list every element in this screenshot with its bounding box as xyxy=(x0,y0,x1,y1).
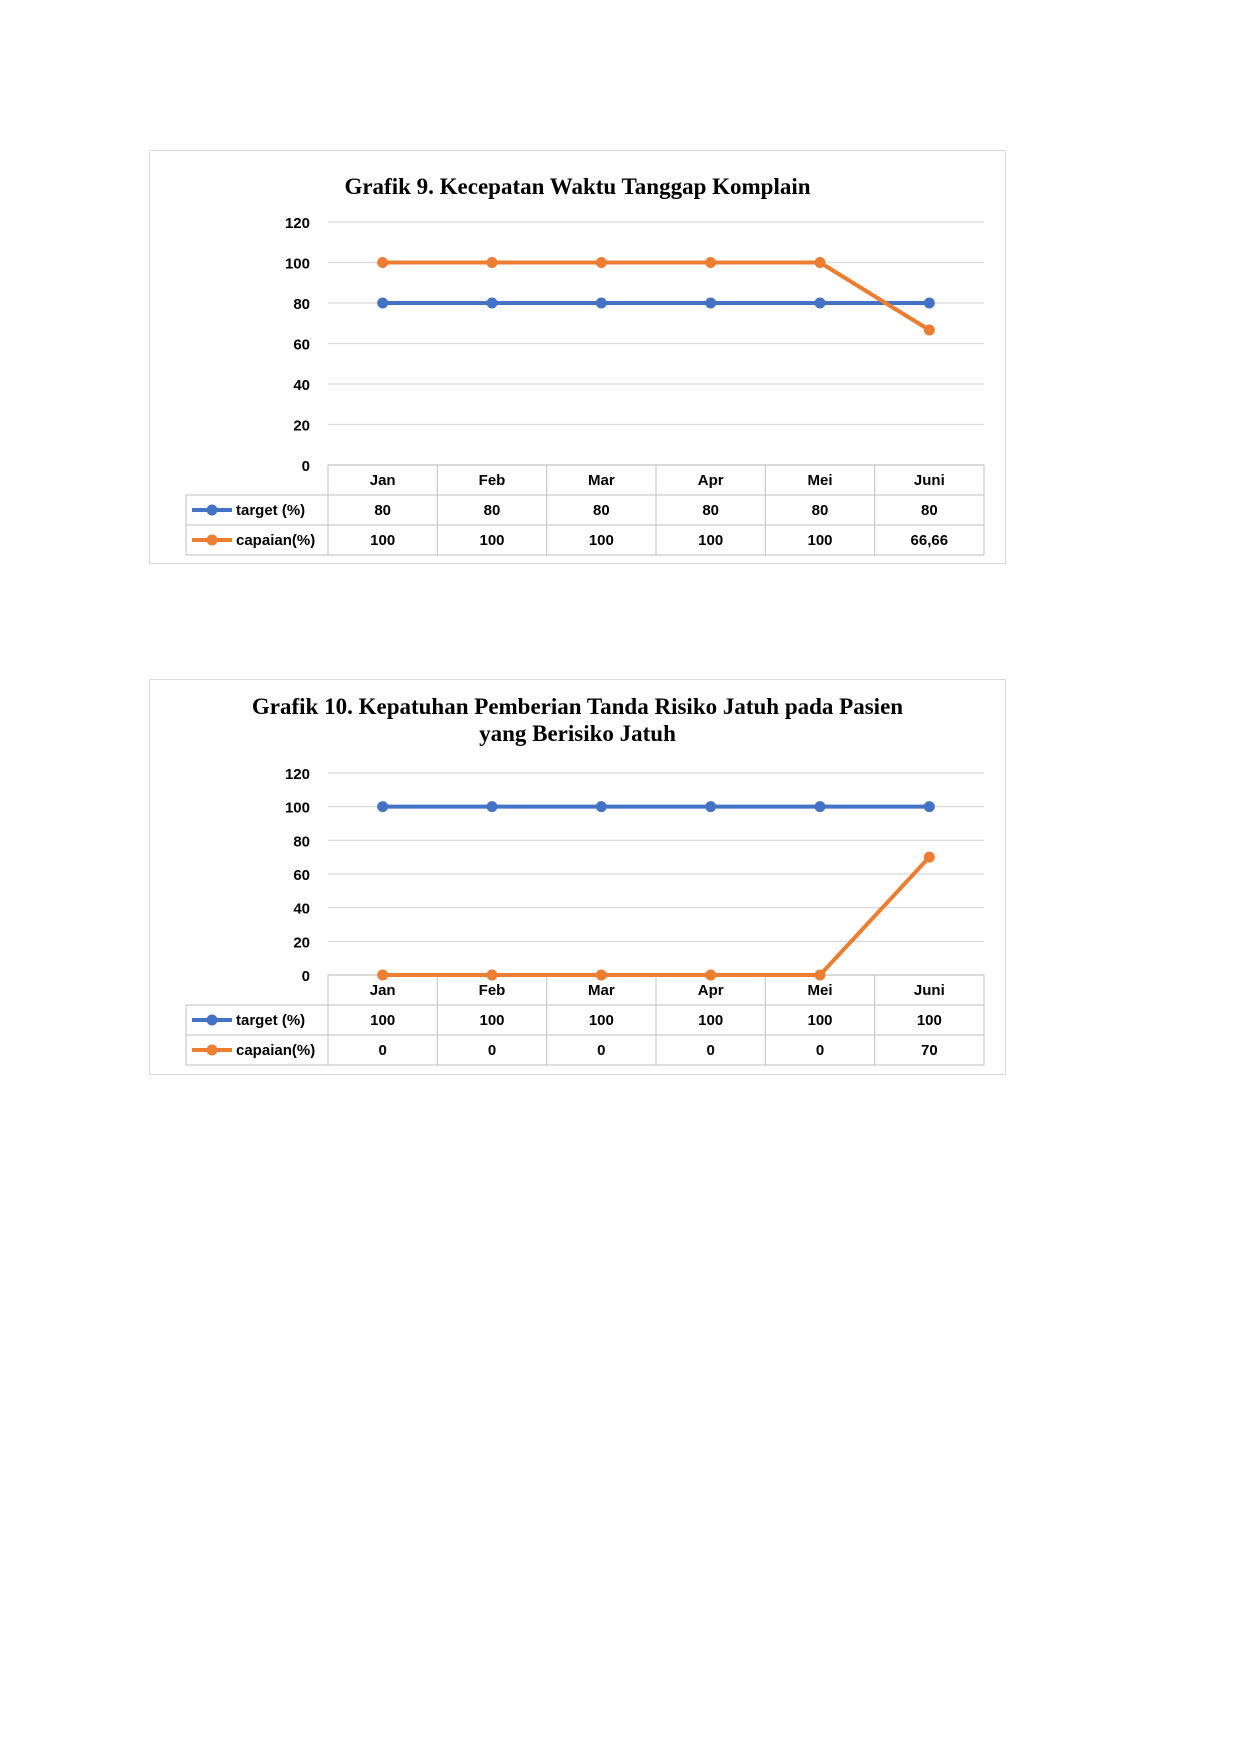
legend-series-label: target (%) xyxy=(236,502,306,519)
data-table-value: 100 xyxy=(807,1012,833,1029)
y-tick-label: 0 xyxy=(301,458,310,475)
data-point xyxy=(924,325,935,336)
y-tick-label: 100 xyxy=(284,255,310,273)
data-table-value: 80 xyxy=(483,502,501,519)
data-table-value: 80 xyxy=(811,502,829,519)
data-point xyxy=(487,298,498,309)
data-point xyxy=(596,801,607,812)
data-table-value: 70 xyxy=(920,1042,938,1059)
data-table-value: 80 xyxy=(592,502,610,519)
data-point xyxy=(815,970,826,981)
legend-key-marker xyxy=(207,535,218,546)
data-point xyxy=(596,257,607,268)
x-category-label: Mei xyxy=(807,982,833,999)
data-table-value: 100 xyxy=(479,1012,505,1029)
data-table-value: 100 xyxy=(916,1012,942,1029)
data-table-value: 100 xyxy=(370,532,396,549)
data-table-value: 80 xyxy=(374,502,392,519)
data-point xyxy=(487,801,498,812)
x-category-label: Apr xyxy=(697,982,724,999)
data-table-value: 80 xyxy=(702,502,720,519)
data-point xyxy=(596,298,607,309)
data-point xyxy=(924,801,935,812)
line-chart-svg xyxy=(150,680,1005,1074)
data-table-value: 100 xyxy=(479,532,505,549)
chart-title-line: Grafik 10. Kepatuhan Pemberian Tanda Risiko Jatuh pada Pasien xyxy=(251,694,904,719)
data-table-value: 66,66 xyxy=(910,532,949,549)
x-category-label: Juni xyxy=(913,472,945,489)
y-tick-label: 0 xyxy=(301,968,310,985)
data-point xyxy=(924,852,935,863)
data-table-value: 0 xyxy=(597,1042,606,1059)
y-tick-label: 60 xyxy=(293,336,310,354)
legend-series-label: capaian(%) xyxy=(236,1042,316,1059)
y-tick-label: 40 xyxy=(293,900,310,918)
data-table-value: 0 xyxy=(815,1042,825,1059)
series-line xyxy=(383,857,930,975)
data-point xyxy=(815,257,826,268)
x-category-label: Mei xyxy=(807,472,833,489)
legend-series-label: capaian(%) xyxy=(236,532,316,549)
y-tick-label: 100 xyxy=(284,799,310,817)
x-category-label: Jan xyxy=(369,472,396,489)
legend-series-label: target (%) xyxy=(236,1012,306,1029)
x-category-label: Apr xyxy=(697,472,724,489)
x-category-label: Jan xyxy=(369,982,396,999)
data-point xyxy=(377,970,388,981)
series-line xyxy=(383,263,930,331)
data-table-value: 100 xyxy=(698,532,724,549)
x-category-label: Mar xyxy=(587,472,615,489)
chart-title-line: yang Berisiko Jatuh xyxy=(479,721,676,746)
chart-title-line: Grafik 9. Kecepatan Waktu Tanggap Komplain xyxy=(344,174,811,199)
y-tick-label: 80 xyxy=(293,833,310,851)
data-point xyxy=(596,970,607,981)
data-table-value: 0 xyxy=(487,1042,497,1059)
data-table-value: 100 xyxy=(370,1012,396,1029)
y-tick-label: 20 xyxy=(293,934,310,952)
data-table-value: 100 xyxy=(807,532,833,549)
data-table-value: 0 xyxy=(706,1042,715,1059)
data-point xyxy=(705,298,716,309)
chart-grafik-10 xyxy=(149,679,1006,1075)
y-tick-label: 40 xyxy=(293,377,310,394)
legend-key-marker xyxy=(207,1045,218,1056)
data-table-value: 80 xyxy=(920,502,938,519)
data-table-value: 100 xyxy=(588,1012,614,1029)
data-point xyxy=(815,801,826,812)
data-point xyxy=(377,298,388,309)
y-tick-label: 120 xyxy=(284,766,310,783)
data-table-value: 100 xyxy=(588,532,614,549)
data-point xyxy=(815,298,826,309)
data-table-value: 100 xyxy=(698,1012,724,1029)
chart-grafik-9 xyxy=(149,150,1006,564)
x-category-label: Juni xyxy=(913,982,945,999)
y-tick-label: 60 xyxy=(293,867,310,884)
x-category-label: Feb xyxy=(478,472,506,489)
x-category-label: Feb xyxy=(478,982,506,999)
line-chart-svg xyxy=(150,151,1005,563)
data-point xyxy=(705,970,716,981)
data-table-value: 0 xyxy=(378,1042,387,1059)
data-point xyxy=(705,801,716,812)
data-point xyxy=(377,801,388,812)
data-point xyxy=(487,257,498,268)
data-point xyxy=(377,257,388,268)
y-tick-label: 120 xyxy=(284,215,310,232)
data-point xyxy=(487,970,498,981)
x-category-label: Mar xyxy=(587,982,615,999)
legend-key-marker xyxy=(207,505,218,516)
data-point xyxy=(924,298,935,309)
y-tick-label: 80 xyxy=(293,296,310,313)
y-tick-label: 20 xyxy=(293,417,310,435)
data-point xyxy=(705,257,716,268)
legend-key-marker xyxy=(207,1015,218,1026)
